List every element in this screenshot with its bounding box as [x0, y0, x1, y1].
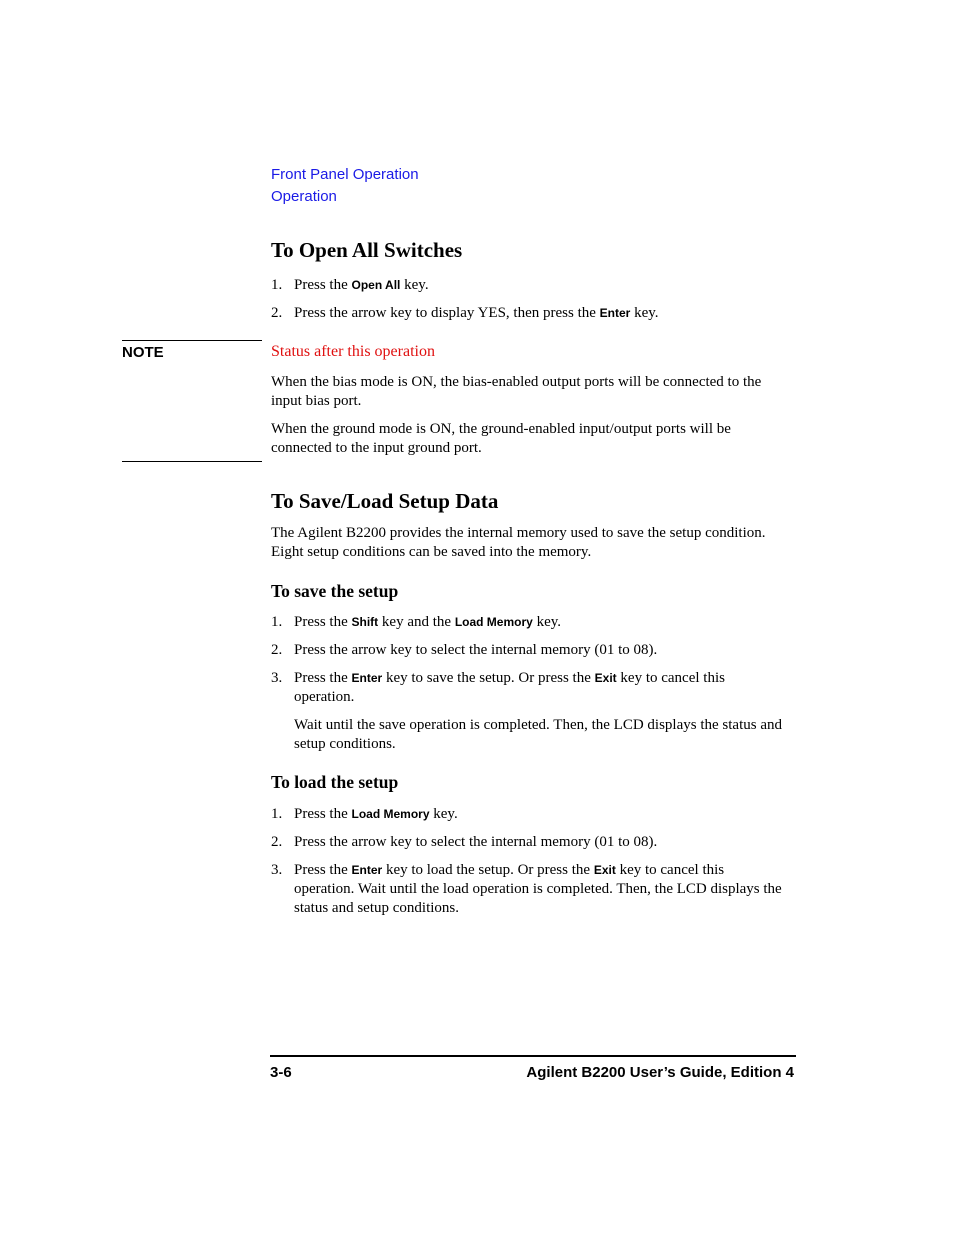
section-title-save-load: To Save/Load Setup Data [271, 489, 499, 513]
section-title-open-all-switches: To Open All Switches [271, 238, 463, 262]
step-text: key. [400, 277, 429, 293]
note-title: Status after this operation [271, 343, 435, 360]
step-number: 1. [271, 614, 283, 630]
step-open-all-1 [294, 276, 789, 295]
step-number: 3. [271, 670, 283, 686]
step-number: 1. [271, 806, 283, 822]
step-text: key to save the setup. Or press the [382, 670, 595, 686]
step-save-3 [294, 669, 764, 707]
step-text: Press the [294, 862, 352, 878]
open-all-key-label: Open All [351, 278, 401, 292]
step-save-1 [294, 613, 789, 632]
step-text: key. [429, 806, 458, 822]
step-open-all-2 [294, 304, 789, 323]
page-number: 3-6 [270, 1064, 292, 1081]
footer-rule [270, 1055, 796, 1057]
step-number: 2. [271, 642, 283, 658]
step-load-3 [294, 861, 784, 918]
step-text: key to load the setup. Or press the [382, 862, 594, 878]
note-bottom-rule [122, 461, 262, 462]
step-number: 3. [271, 862, 283, 878]
step-text: Press the [294, 277, 352, 293]
note-paragraph-bias: When the bias mode is ON, the bias-enabled output ports will be connected to the input bias port. [271, 374, 762, 409]
step-text: Press the [294, 614, 352, 630]
section-intro: The Agilent B2200 provides the internal memory used to save the setup condition. Eight setup conditions can be saved into the memory. [271, 525, 766, 560]
step-load-2: Press the arrow key to select the internal memory (01 to 08). [294, 834, 658, 850]
exit-key-label: Exit [594, 671, 617, 685]
subsection-title-save: To save the setup [271, 581, 399, 601]
enter-key-label: Enter [351, 671, 383, 685]
step-text: Press the arrow key to display YES, then press the [294, 305, 600, 321]
step-number: 2. [271, 305, 283, 321]
step-text: key to cancel this operation. Wait until the load operation is completed. Then, the LCD displays the status and setup conditions. [294, 862, 782, 916]
step-load-1 [294, 805, 789, 824]
load-memory-key-label: Load Memory [454, 615, 533, 629]
enter-key-label: Enter [599, 306, 631, 320]
breadcrumb-operation[interactable]: Operation [271, 188, 337, 205]
step-text: Press the [294, 670, 352, 686]
step-text: key and the [378, 614, 455, 630]
shift-key-label: Shift [351, 615, 379, 629]
exit-key-label: Exit [593, 863, 616, 877]
note-label: NOTE [122, 344, 164, 361]
footer-guide-title: Agilent B2200 User’s Guide, Edition 4 [526, 1064, 794, 1081]
step-number: 2. [271, 834, 283, 850]
enter-key-label: Enter [351, 863, 383, 877]
step-text: Press the [294, 806, 352, 822]
step-text: key. [532, 614, 562, 630]
load-memory-key-label: Load Memory [351, 807, 430, 821]
step-save-2: Press the arrow key to select the internal memory (01 to 08). [294, 642, 658, 658]
save-wait-note: Wait until the save operation is completed. Then, the LCD displays the status and setup conditions. [294, 717, 782, 752]
step-text: key. [630, 305, 659, 321]
breadcrumb-front-panel-operation[interactable]: Front Panel Operation [271, 166, 419, 183]
step-number: 1. [271, 277, 283, 293]
subsection-title-load: To load the setup [271, 772, 399, 792]
step-text: key to cancel this operation. [294, 670, 725, 705]
note-top-rule [122, 340, 262, 341]
note-paragraph-ground: When the ground mode is ON, the ground-enabled input/output ports will be connected to the input ground port. [271, 421, 731, 456]
